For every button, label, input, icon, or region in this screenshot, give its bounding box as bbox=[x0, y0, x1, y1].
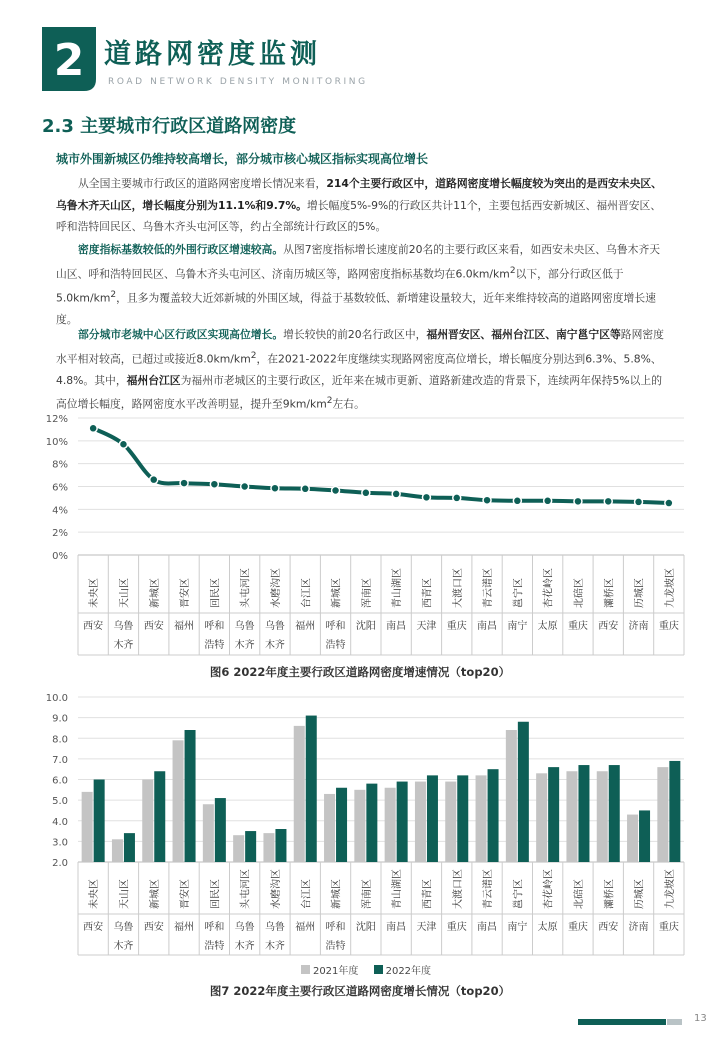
bar-2022 bbox=[366, 784, 377, 862]
bar-2021 bbox=[82, 792, 93, 862]
data-point bbox=[362, 489, 370, 497]
x-city-label: 西安 bbox=[143, 621, 164, 632]
x-category-label: 历城区 bbox=[634, 578, 646, 608]
bar-2022 bbox=[245, 831, 256, 862]
page-number: 13 bbox=[694, 1013, 707, 1024]
bar-2022 bbox=[185, 730, 196, 862]
x-city-label: 沈阳 bbox=[355, 922, 376, 933]
data-point bbox=[635, 498, 643, 506]
data-point bbox=[241, 483, 249, 491]
x-city-label: 重庆 bbox=[658, 621, 679, 632]
x-category-label: 青山湖区 bbox=[392, 568, 404, 608]
data-point bbox=[150, 476, 158, 484]
data-point bbox=[453, 494, 461, 502]
y-tick-label: 2% bbox=[52, 528, 68, 540]
x-category-label: 青山湖区 bbox=[392, 869, 404, 909]
x-city-label: 重庆 bbox=[446, 621, 467, 632]
x-category-label: 大渡口区 bbox=[452, 869, 464, 909]
x-category-label: 灞桥区 bbox=[604, 578, 616, 608]
x-category-label: 头屯河区 bbox=[240, 869, 252, 909]
bar-2021 bbox=[112, 839, 123, 862]
x-city-label: 呼和 bbox=[325, 922, 346, 933]
bar-2021 bbox=[233, 835, 244, 862]
bar-2022 bbox=[457, 775, 468, 862]
chapter-title: 道路网密度监测 bbox=[104, 39, 321, 70]
data-point bbox=[210, 480, 218, 488]
paragraph-1: 从全国主要城市行政区的道路网密度增长情况来看，214个主要行政区中，道路网密度增长幅度较为突出的是西安未央区、乌鲁木齐天山区，增长幅度分别为11.1%和9.7%。增长幅度5%-9%的行政区共计11个，主要包括西安新城区、福州晋安区、呼和浩特回民区、乌鲁木齐头屯河区等，约占全部统计行政区的5%。 bbox=[56, 177, 662, 233]
bar-2021 bbox=[142, 780, 153, 863]
y-tick-label: 8.0 bbox=[52, 734, 68, 746]
x-category-label: 水磨沟区 bbox=[270, 869, 282, 909]
y-tick-label: 8% bbox=[52, 459, 68, 471]
y-tick-label: 6% bbox=[52, 482, 68, 494]
legend-swatch-2021 bbox=[301, 965, 310, 974]
data-point bbox=[665, 499, 673, 507]
bar-2022 bbox=[275, 829, 286, 862]
bar-2022 bbox=[94, 780, 105, 863]
density-bar-chart bbox=[0, 685, 720, 960]
x-category-label: 北碚区 bbox=[573, 578, 585, 608]
x-city-label: 南昌 bbox=[386, 922, 407, 933]
bar-2021 bbox=[536, 773, 547, 862]
x-city-label: 呼和 bbox=[204, 922, 225, 933]
x-city-label: 乌鲁 bbox=[264, 922, 285, 933]
bar-2022 bbox=[548, 767, 559, 862]
x-city-label: 天津 bbox=[416, 922, 437, 933]
x-city-label: 重庆 bbox=[658, 922, 679, 933]
bar-2021 bbox=[354, 790, 365, 862]
x-city-label: 呼和 bbox=[325, 621, 346, 632]
footer-bar bbox=[578, 1019, 666, 1025]
y-tick-label: 10% bbox=[45, 436, 68, 448]
growth-rate-line-chart bbox=[0, 408, 720, 660]
bar-2021 bbox=[415, 782, 426, 862]
x-category-label: 未央区 bbox=[89, 578, 101, 608]
section-subtitle: 城市外围新城区仍维持较高增长，部分城市核心城区指标实现高位增长 bbox=[56, 152, 429, 166]
x-category-label: 杏花岭区 bbox=[543, 869, 555, 909]
x-city-label: 重庆 bbox=[567, 922, 588, 933]
x-city-label: 福州 bbox=[174, 621, 195, 632]
x-category-label: 西青区 bbox=[422, 578, 434, 608]
bar-2021 bbox=[476, 775, 487, 862]
bar-2021 bbox=[203, 804, 214, 862]
data-point bbox=[574, 497, 582, 505]
x-city-label: 木齐 bbox=[234, 640, 255, 651]
data-point bbox=[422, 493, 430, 501]
y-tick-label: 4.0 bbox=[52, 816, 68, 828]
bar-2022 bbox=[518, 722, 529, 862]
x-category-label: 历城区 bbox=[634, 879, 646, 909]
x-category-label: 杏花岭区 bbox=[543, 568, 555, 608]
bar-2021 bbox=[173, 740, 184, 862]
data-point bbox=[271, 484, 279, 492]
x-city-label: 木齐 bbox=[264, 640, 285, 651]
bar-2022 bbox=[578, 765, 589, 862]
x-city-label: 乌鲁 bbox=[234, 621, 255, 632]
x-city-label: 木齐 bbox=[113, 941, 134, 952]
data-point bbox=[483, 496, 491, 504]
x-city-label: 浩特 bbox=[325, 941, 346, 952]
x-city-label: 浩特 bbox=[204, 640, 225, 651]
x-city-label: 太原 bbox=[537, 621, 558, 632]
x-category-label: 回民区 bbox=[210, 578, 222, 608]
legend-label-2022: 2022年度 bbox=[385, 966, 432, 977]
x-category-label: 邕宁区 bbox=[513, 578, 525, 608]
bar-2021 bbox=[294, 726, 305, 862]
bar-2021 bbox=[445, 782, 456, 862]
data-point bbox=[180, 479, 188, 487]
x-category-label: 新城区 bbox=[149, 879, 161, 909]
x-category-label: 西青区 bbox=[422, 879, 434, 909]
chapter-subtitle: ROAD NETWORK DENSITY MONITORING bbox=[108, 77, 368, 87]
x-city-label: 重庆 bbox=[567, 621, 588, 632]
y-tick-label: 10.0 bbox=[45, 693, 68, 704]
bar-2022 bbox=[215, 798, 226, 862]
x-category-label: 青云谱区 bbox=[483, 568, 495, 608]
footer-bar-light bbox=[667, 1019, 682, 1025]
x-category-label: 九龙坡区 bbox=[664, 568, 676, 608]
x-city-label: 西安 bbox=[83, 922, 104, 933]
x-category-label: 天山区 bbox=[119, 578, 131, 608]
data-point bbox=[513, 497, 521, 505]
y-tick-label: 7.0 bbox=[52, 754, 68, 766]
y-tick-label: 12% bbox=[45, 414, 68, 425]
legend-swatch-2022 bbox=[374, 965, 383, 974]
y-tick-label: 6.0 bbox=[52, 775, 68, 787]
bar-2021 bbox=[566, 771, 577, 862]
x-city-label: 木齐 bbox=[234, 941, 255, 952]
bar-2022 bbox=[669, 761, 680, 862]
bar-2022 bbox=[154, 771, 165, 862]
bar-2021 bbox=[506, 730, 517, 862]
x-category-label: 灞桥区 bbox=[604, 879, 616, 909]
x-city-label: 西安 bbox=[598, 922, 619, 933]
x-category-label: 新城区 bbox=[331, 879, 343, 909]
chart-legend bbox=[0, 962, 720, 977]
bar-2022 bbox=[124, 833, 135, 862]
x-city-label: 西安 bbox=[83, 621, 104, 632]
x-category-label: 天山区 bbox=[119, 879, 131, 909]
bar-2021 bbox=[597, 771, 608, 862]
y-tick-label: 9.0 bbox=[52, 713, 68, 725]
x-city-label: 天津 bbox=[416, 621, 437, 632]
x-category-label: 浑南区 bbox=[361, 578, 373, 608]
x-city-label: 南昌 bbox=[477, 922, 498, 933]
x-city-label: 南宁 bbox=[507, 621, 528, 632]
figure-6-caption: 图6 2022年度主要行政区道路网密度增速情况（top20） bbox=[209, 665, 511, 679]
series-line bbox=[93, 428, 669, 503]
data-point bbox=[332, 486, 340, 494]
x-city-label: 济南 bbox=[628, 922, 649, 933]
x-category-label: 未央区 bbox=[89, 879, 101, 909]
y-tick-label: 5.0 bbox=[52, 796, 68, 808]
y-tick-label: 2.0 bbox=[52, 858, 68, 869]
bar-2022 bbox=[336, 788, 347, 862]
bar-2021 bbox=[263, 833, 274, 862]
x-city-label: 南宁 bbox=[507, 922, 528, 933]
y-tick-label: 4% bbox=[52, 505, 68, 517]
x-city-label: 西安 bbox=[143, 922, 164, 933]
x-category-label: 台江区 bbox=[301, 879, 313, 909]
bar-2022 bbox=[397, 782, 408, 862]
x-category-label: 九龙坡区 bbox=[664, 869, 676, 909]
section-title: 2.3 主要城市行政区道路网密度 bbox=[42, 116, 297, 137]
chapter-number: 2 bbox=[53, 35, 85, 86]
x-category-label: 晋安区 bbox=[180, 578, 192, 608]
x-category-label: 邕宁区 bbox=[513, 879, 525, 909]
x-city-label: 福州 bbox=[295, 922, 316, 933]
x-city-label: 乌鲁 bbox=[113, 621, 134, 632]
x-city-label: 西安 bbox=[598, 621, 619, 632]
x-city-label: 木齐 bbox=[264, 941, 285, 952]
bar-2021 bbox=[324, 794, 335, 862]
data-point bbox=[544, 497, 552, 505]
x-category-label: 回民区 bbox=[210, 879, 222, 909]
x-city-label: 济南 bbox=[628, 621, 649, 632]
bar-2021 bbox=[627, 815, 638, 862]
x-category-label: 大渡口区 bbox=[452, 568, 464, 608]
x-city-label: 浩特 bbox=[204, 941, 225, 952]
x-category-label: 晋安区 bbox=[180, 879, 192, 909]
data-point bbox=[604, 497, 612, 505]
x-city-label: 乌鲁 bbox=[113, 922, 134, 933]
x-category-label: 青云谱区 bbox=[483, 869, 495, 909]
x-city-label: 沈阳 bbox=[355, 621, 376, 632]
x-category-label: 水磨沟区 bbox=[270, 568, 282, 608]
data-point bbox=[392, 490, 400, 498]
data-point bbox=[89, 424, 97, 432]
y-tick-label: 3.0 bbox=[52, 837, 68, 849]
bar-2022 bbox=[488, 769, 499, 862]
bar-2022 bbox=[609, 765, 620, 862]
bar-2021 bbox=[385, 788, 396, 862]
paragraph-3: 部分城市老城中心区行政区实现高位增长。增长较快的前20名行政区中，福州晋安区、福州台江区、南宁邕宁区等路网密度水平相对较高，已超过或接近$8.0km/km^2$，在2021-2022年度继续实现路网密度高位增长，增长幅度分别达到6.3%、5.8%、4.8%。其中，福州台江区为福州市老城区的主要行政区，近年来在城市更新、道路新建改造的背景下，连续两年保持5%以上的高位增长幅度，路网密度水平改善明显，提升至$9km/km^2$左右。 bbox=[56, 328, 664, 411]
figure-7-caption: 图7 2022年度主要行政区道路网密度增长情况（top20） bbox=[209, 984, 511, 998]
x-category-label: 新城区 bbox=[331, 578, 343, 608]
x-category-label: 浑南区 bbox=[361, 879, 373, 909]
x-city-label: 木齐 bbox=[113, 640, 134, 651]
y-tick-label: 0% bbox=[52, 551, 68, 562]
x-city-label: 乌鲁 bbox=[264, 621, 285, 632]
x-city-label: 福州 bbox=[174, 922, 195, 933]
x-category-label: 新城区 bbox=[149, 578, 161, 608]
x-city-label: 福州 bbox=[295, 621, 316, 632]
x-category-label: 北碚区 bbox=[573, 879, 585, 909]
x-category-label: 台江区 bbox=[301, 578, 313, 608]
data-point bbox=[119, 440, 127, 448]
legend-label-2021: 2021年度 bbox=[312, 966, 359, 977]
bar-2021 bbox=[657, 767, 668, 862]
paragraph-2: 密度指标基数较低的外围行政区增速较高。从图7密度指标增长速度前20名的主要行政区来看，如西安未央区、乌鲁木齐天山区、呼和浩特回民区、乌鲁木齐头屯河区、济南历城区等，路网密度指标基数均在$6.0km/km^2$以下，部分行政区低于$5.0km/km^2$，且多为覆盖较大近郊新城的外围区域，得益于基数较低、新增建设量较大，近年来维持较高的道路网密度增长速度。 bbox=[56, 243, 661, 326]
x-category-label: 头屯河区 bbox=[240, 568, 252, 608]
x-city-label: 浩特 bbox=[325, 640, 346, 651]
chapter-badge bbox=[42, 27, 96, 91]
x-city-label: 南昌 bbox=[386, 621, 407, 632]
x-city-label: 乌鲁 bbox=[234, 922, 255, 933]
bar-2022 bbox=[639, 810, 650, 862]
bar-2022 bbox=[306, 716, 317, 862]
bar-2022 bbox=[427, 775, 438, 862]
x-city-label: 呼和 bbox=[204, 621, 225, 632]
x-city-label: 太原 bbox=[537, 922, 558, 933]
data-point bbox=[301, 485, 309, 493]
x-city-label: 重庆 bbox=[446, 922, 467, 933]
x-city-label: 南昌 bbox=[477, 621, 498, 632]
